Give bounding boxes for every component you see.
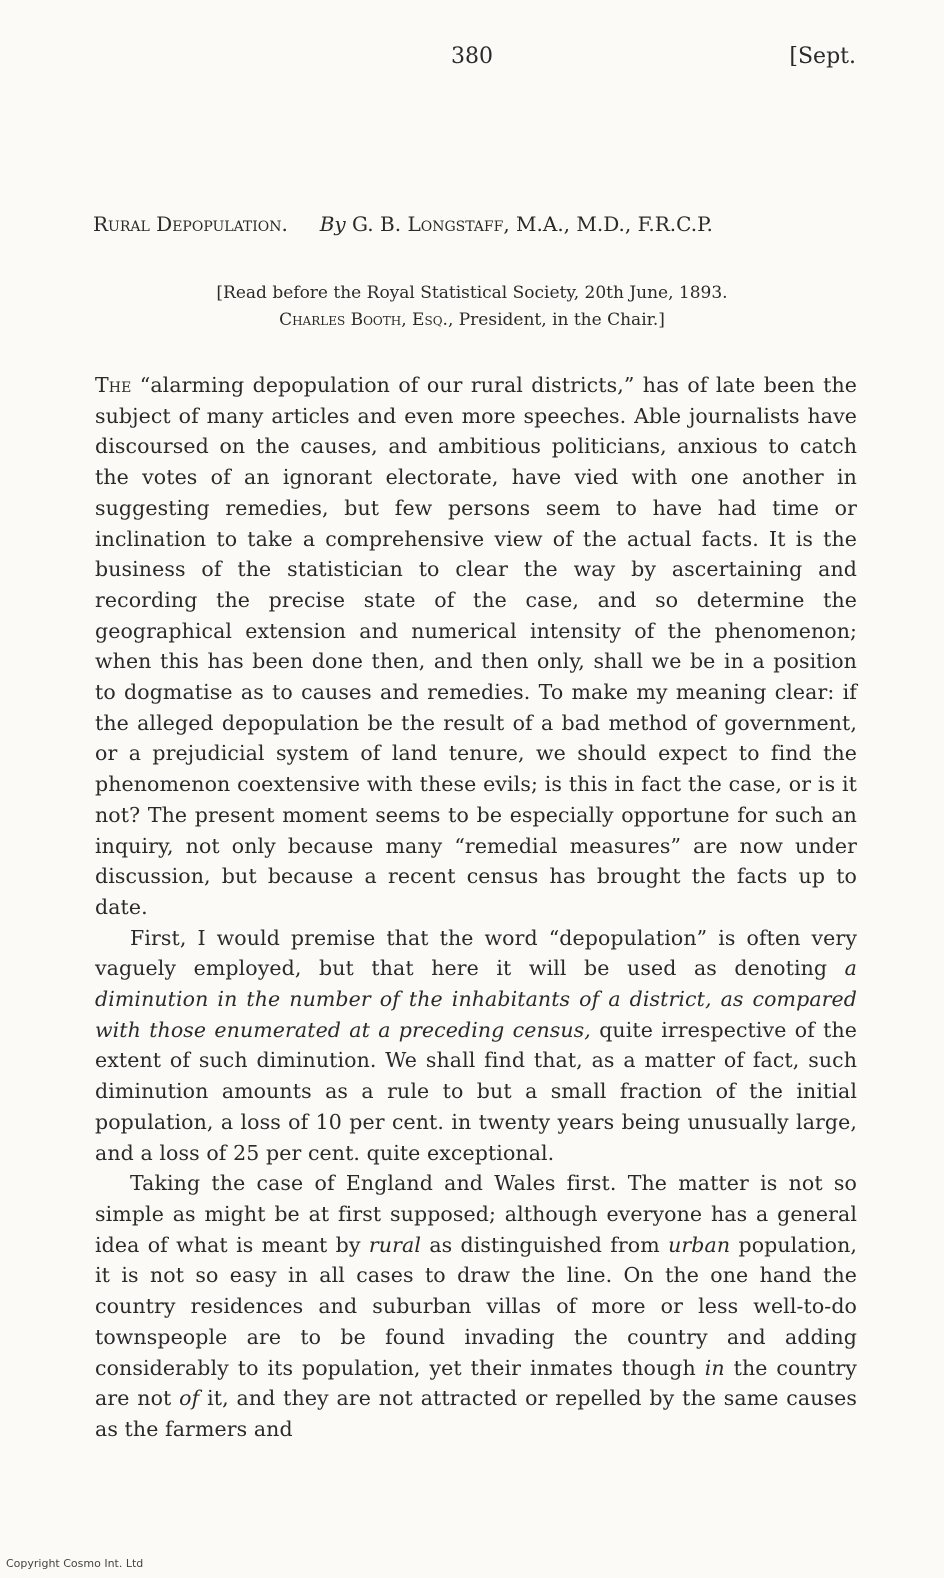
read-note-line-1: [Read before the Royal Statistical Society, 20th June, 1893. bbox=[216, 283, 728, 303]
paragraph-3-text-a: Taking the case of England and Wales first. The matter is not so simple as might be at first supposed; although everyone has a general idea of what is meant by bbox=[95, 1171, 857, 1257]
paragraph-3-text-e: it, and they are not attracted or repelled by the same causes as the farmers and bbox=[95, 1386, 857, 1441]
article-title bbox=[93, 212, 858, 236]
paragraph-3 bbox=[95, 1168, 857, 1444]
article-title-by: By bbox=[319, 212, 346, 236]
paragraph-3-text-b: as distinguished from bbox=[429, 1232, 660, 1257]
president-name: Charles Booth bbox=[279, 310, 402, 330]
paragraph-1-lead: The bbox=[95, 373, 132, 397]
copyright-notice: Copyright Cosmo Int. Ltd bbox=[6, 1557, 144, 1570]
read-note-line-2 bbox=[0, 310, 944, 330]
paragraph-1 bbox=[95, 370, 857, 923]
president-esq: , Esq. bbox=[401, 310, 448, 330]
article-author: G. B. Longstaff, M.A., M.D., F.R.C.P. bbox=[352, 212, 713, 236]
paragraph-2-text-b: quite irrespective of the extent of such diminution. We shall find that, as a matter of fact, such diminution amounts as a rule to but a small fraction of the initial population, a loss of 10 per cent. in twenty years being unusually large, and a loss of 25 per cent. quite exceptional. bbox=[95, 1017, 857, 1165]
paragraph-2-definition: a diminution in the number of the inhabitants of a district, as compared with those enumerated at a preceding census, bbox=[95, 956, 857, 1042]
page-number: 380 bbox=[451, 44, 493, 69]
paragraph-3-rural: rural bbox=[368, 1232, 421, 1257]
paragraph-3-in: in bbox=[704, 1355, 725, 1380]
paragraph-3-text-c: population, it is not so easy in all cases to draw the line. On the one hand the country residences and suburban villas of more or less well-to-do townspeople are to be found invading the country and adding considerably to its population, yet their inmates though bbox=[95, 1232, 857, 1380]
running-header-month: [Sept. bbox=[789, 44, 856, 69]
paragraph-1-text: “alarming depopulation of our rural districts,” has of late been the subject of many articles and even more speeches. Able journalists have discoursed on the causes, and ambitious politicians, anxious to catch the votes of an ignorant electorate, have vied with one another in suggesting remedies, but few persons seem to have had time or inclination to take a comprehensive view of the actual facts. It is the business of the statistician to clear the way by ascertaining and recording the precise state of the case, and so determine the geographical extension and numerical intensity of the phenomenon; when this has been done then, and then only, shall we be in a position to dogmatise as to causes and remedies. To make my meaning clear: if the alleged depopulation be the result of a bad method of government, or a prejudicial system of land tenure, we should expect to find the phenomenon coextensive with these evils; is this in fact the case, or is it not? The present moment seems to be especially opportune for such an inquiry, not only because many “remedial measures” are now under discussion, but because a recent census has brought the facts up to date. bbox=[95, 373, 857, 919]
article-title-name: Rural Depopulation. bbox=[93, 212, 288, 236]
paragraph-2-text-a: First, I would premise that the word “depopulation” is often very vaguely employed, but that here it will be used as denoting bbox=[95, 925, 857, 981]
paragraph-3-urban: urban bbox=[668, 1232, 731, 1257]
article-body bbox=[95, 370, 857, 1445]
read-note-rest: , President, in the Chair.] bbox=[447, 310, 665, 330]
paragraph-3-of: of bbox=[179, 1386, 200, 1411]
paragraph-3-text-d: the country are not bbox=[95, 1355, 857, 1411]
paragraph-2 bbox=[95, 923, 857, 1169]
